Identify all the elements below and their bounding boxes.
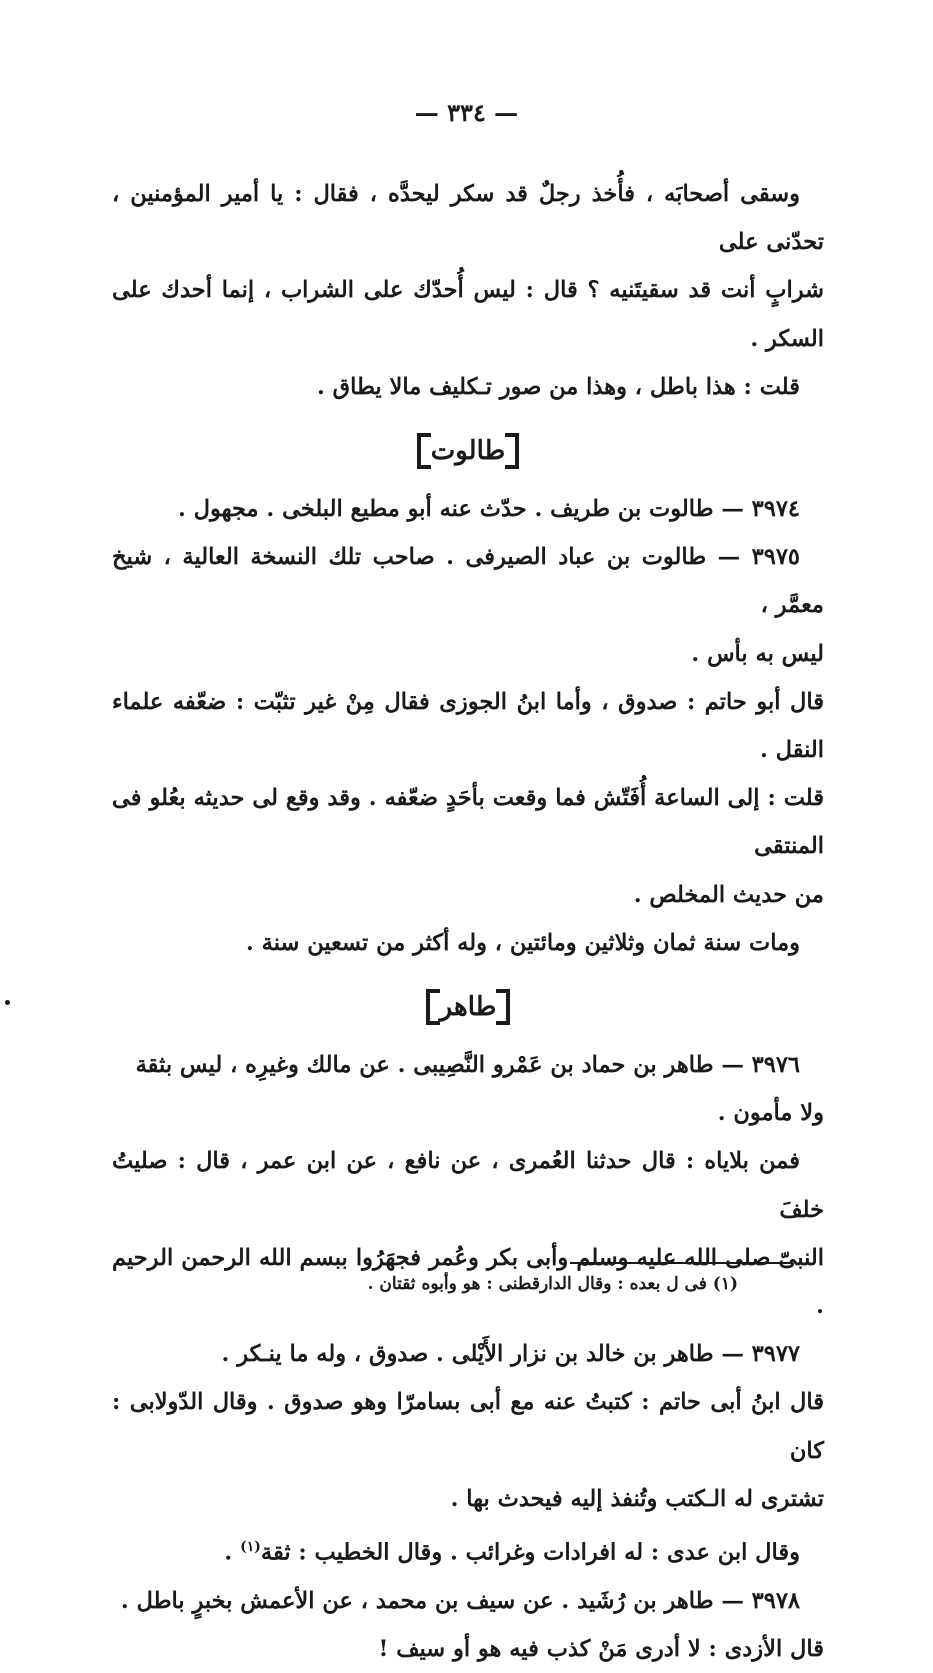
text-line-content: وقال ابن عدى : له افرادات وغرائب . وقال الخطيب : ثقة [260,1539,800,1566]
entry-line: ٣٩٧٦ — طاهر بن حماد بن عَمْرو النَّصِيبى . عن مالك وغيرِه ، ليس بثقة [135,1052,800,1079]
footnote-divider [570,1262,790,1264]
page-number: — ٣٣٤ — [414,98,519,127]
text-line: من حديث المخلص . [633,881,824,908]
text-line: النبىّ صلى الله عليه وسلم وأبى بكر وعُمر فجهَرُوا ببسم الله الرحمن الرحيم . [112,1244,824,1320]
section-heading-label: طالوت [417,433,519,469]
text-line: ليس به بأس . [691,640,824,667]
text-line: ومات سنة ثمان وثلاثين ومائتين ، وله أكثر من تسعين سنة . [246,929,800,956]
text-line: شرابٍ أنت قد سقيتَنيه ؟ قال : ليس أُحدّك على الشراب ، إنما أحدك على السكر . [112,277,824,352]
entry-line: ٣٩٧٥ — طالوت بن عباد الصيرفى . صاحب تلك النسخة العالية ، شيخ معمَّر ، [112,544,824,619]
scan-speck [5,1000,10,1005]
entry-line: ٣٩٧٤ — طالوت بن طريف . حدّث عنه أبو مطيع البلخى . مجهول . [178,496,800,523]
text-line: وقال ابن عدى : له افرادات وغرائب . وقال الخطيب : ثقة$^{(١)}$ . [224,1539,800,1566]
section-heading [112,979,824,1035]
text-line: قلت : هذا باطل ، وهذا من صور تـكليف مالا يطاق . [316,373,800,400]
text-line: وسقى أصحابَه ، فأُخذ رجلٌ قد سكر ليحدَّه ، فقال : يا أمير المؤمنين ، تحدّنى على [112,181,824,256]
section-heading [112,423,824,479]
entry-line: ٣٩٧٨ — طاهر بن رُشَيد . عن سيف بن محمد ، عن الأعمش بخبرٍ باطل . [120,1587,800,1614]
section-heading-label: طاهر [426,989,511,1025]
text-line: تشترى له الـكتب وتُنفذ إليه فيحدث بها . [450,1485,824,1512]
entry-line: ٣٩٧٧ — طاهر بن خالد بن نزار الأَيْلى . صدوق ، وله ما ينـكر . [221,1341,800,1368]
main-text [112,170,824,1673]
text-line: قال ابنُ أبى حاتم : كتبتُ عنه مع أبى بسامرّا وهو صدوق . وقال الدّولابى : كان [112,1389,824,1464]
text-line: فمن بلاياه : قال حدثنا العُمرى ، عن نافع ، عن ابن عمر ، قال : صليتُ خلفَ [112,1148,824,1223]
text-line: قال الأزدى : لا أدرى مَنْ كذب فيه هو أو سيف ! [378,1635,824,1662]
footnote: (١) فى ل بعده : وقال الدارقطنى : هو وأبوه ثقتان . [367,1274,738,1294]
footnote-reference: (١) [240,1539,261,1556]
text-line: قال أبو حاتم : صدوق ، وأما ابنُ الجوزى فقال مِنْ غير تثبّت : ضعّفه علماء النقل . [112,688,825,764]
text-line: قلت : إلى الساعة أُفَتّش فما وقعت بأحَدٍ ضعّفه . وقد وقع لى حديثه بعُلو فى المنتقى [112,785,824,860]
text-line: ولا مأمون . [717,1100,824,1127]
